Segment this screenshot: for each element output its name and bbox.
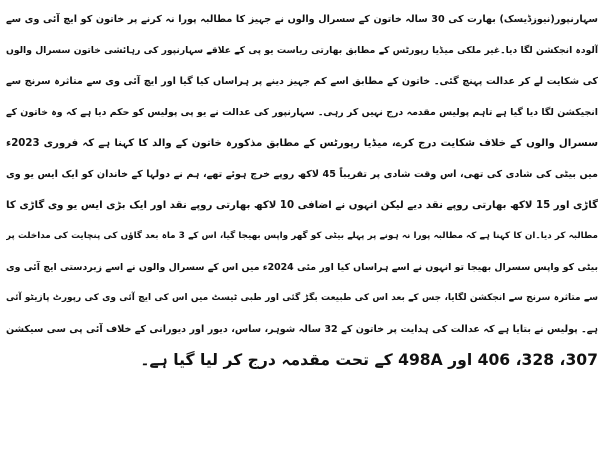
article-line-8: مطالبہ کر دیا۔ان کا کہنا ہے کہ مطالبہ پورا نہ ہونے پر پہلے بیٹی کو گھر واپس بھیجا گیا، اس کے 3 ماہ بعد گاؤں کی پنچایت کی مداخلت پر (6, 231, 598, 241)
article-line-6: میں بیٹی کی شادی کی تھی، اس وقت شادی پر تقریباً 45 لاکھ روپے خرچ ہوئے تھے، ہم نے دولہا کے خاندان کو ایک ایس یو وی (6, 169, 598, 180)
article-line-10: سے متاثرہ سرنج سے انجکشن لگایا، جس کے بعد اس کی طبیعت بگڑ گئی اور طبی ٹیسٹ میں اس کی ایچ آئی وی کی رپورٹ پازیٹو آئی (6, 293, 598, 303)
article-line-4: انجیکشن لگا دیا گیا ہے تاہم پولیس مقدمہ درج نہیں کر رہی۔ سہارنپور کی عدالت نے یو پی پولیس کو حکم دیا ہے کہ وہ خاتون کے (6, 107, 598, 118)
article-line-11: ہے۔ پولیس نے بتایا ہے کہ عدالت کی ہدایت پر خاتون کے 32 سالہ شوہر، ساس، دیور اور دیورانی کے خلاف آئی پی سی سیکشن (6, 324, 598, 335)
article-line-3: کی شکایت لے کر عدالت پہنچ گئی۔ خاتون کے مطابق اسے کم جہیز دینے پر ہراساں کیا گیا اور ایچ آئی وی سے متاثرہ سرنج سے (6, 76, 598, 87)
article-line-5: سسرال والوں کے خلاف شکایت درج کرے، میڈیا رپورٹس کے مطابق مذکورہ خاتون کے والد کا کہنا ہے کہ فروری 2023ء (6, 138, 598, 149)
article-line-12: 307، 328، 406 اور 498A کے تحت مقدمہ درج کر لیا گیا ہے۔ (140, 351, 598, 369)
article-line-2: آلودہ انجکشن لگا دیا۔غیر ملکی میڈیا رپورٹس کے مطابق بھارتی ریاست یو پی کے علاقے سہارنپور کی رہائشی خاتون سسرال والوں (6, 45, 598, 56)
article-line-9: بیٹی کو واپس سسرال بھیجا تو انہوں نے اسے ہراساں کیا اور مئی 2024ء میں اس کے سسرال والوں نے اسے زبردستی ایچ آئی وی (6, 262, 598, 273)
article-line-1: سہارنپور(نیوزڈیسک) بھارت کی 30 سالہ خاتون کے سسرال والوں نے جہیز کا مطالبہ پورا نہ کرنے پر خاتون کو ایچ آئی وی سے (6, 14, 598, 25)
article-line-7: گاڑی اور 15 لاکھ بھارتی روپے نقد دیے لیکن انہوں نے اضافی 10 لاکھ بھارتی روپے نقد اور ایک بڑی ایس یو وی گاڑی کا (6, 200, 598, 211)
